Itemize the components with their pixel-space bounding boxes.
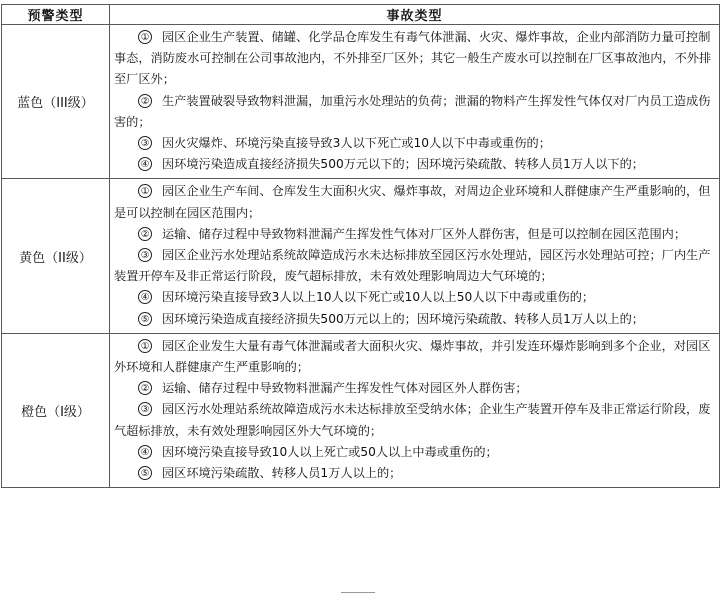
- list-item: [114, 442, 716, 463]
- item-text: 园区企业污水处理站系统故障造成污水未达标排放至园区污水处理站，园区污水处理站可控；厂内生产装置开停车及非正常运行阶段，废气超标排放，未有效处理影响周边大气环境的；: [114, 248, 711, 284]
- item-text: 园区污水处理站系统故障造成污水未达标排放至受纳水体；企业生产装置开停车及非正常运行阶段，废气超标排放，未有效处理影响园区外大气环境的；: [114, 402, 711, 438]
- list-item: [114, 309, 716, 330]
- item-number: ③: [138, 136, 152, 150]
- item-text: 生产装置破裂导致物料泄漏，加重污水处理站的负荷；泄漏的物料产生挥发性气体仅对厂内员工造成伤害的；: [114, 93, 711, 129]
- page-edge-mark: [341, 592, 375, 593]
- item-text: 因火灾爆炸、环境污染直接导致3人以下死亡或10人以下中毒或重伤的；: [162, 136, 551, 151]
- list-item: [114, 378, 716, 399]
- item-text: 园区企业生产车间、仓库发生大面积火灾、爆炸事故，对周边企业环境和人群健康产生严重影响的，但是可以控制在园区范围内；: [114, 184, 711, 220]
- item-number: ①: [138, 184, 152, 198]
- table-row-blue: [2, 25, 720, 179]
- item-number: ②: [138, 94, 152, 108]
- list-item: [114, 154, 716, 175]
- item-number: ④: [138, 445, 152, 459]
- item-number: ③: [138, 248, 152, 262]
- events-cell: [110, 25, 720, 179]
- item-number: ⑤: [138, 466, 152, 480]
- header-alert-type: 预警类型: [2, 5, 110, 25]
- item-text: 因环境污染直接导致10人以上死亡或50人以上中毒或重伤的；: [162, 444, 498, 459]
- item-number: ②: [138, 381, 152, 395]
- events-cell: [110, 333, 720, 487]
- item-number: ②: [138, 227, 152, 241]
- list-item: [114, 133, 716, 154]
- list-item: [114, 399, 716, 441]
- list-item: [114, 27, 716, 91]
- item-number: ③: [138, 402, 152, 416]
- list-item: [114, 463, 716, 484]
- item-text: 因环境污染造成直接经济损失500万元以上的；因环境污染疏散、转移人员1万人以上的；: [162, 311, 644, 326]
- item-text: 运输、储存过程中导致物料泄漏产生挥发性气体对厂区外人群伤害，但是可以控制在园区范围内；: [162, 226, 687, 241]
- item-number: ④: [138, 157, 152, 171]
- item-number: ④: [138, 290, 152, 304]
- list-item: [114, 181, 716, 223]
- list-item: [114, 224, 716, 245]
- level-cell: 橙色（I级）: [2, 333, 110, 487]
- item-number: ⑤: [138, 312, 152, 326]
- item-text: 园区环境污染疏散、转移人员1万人以上的；: [162, 466, 402, 481]
- table-row-orange: [2, 333, 720, 487]
- table-header-row: [2, 5, 720, 25]
- list-item: [114, 287, 716, 308]
- item-text: 运输、储存过程中导致物料泄漏产生挥发性气体对园区外人群伤害；: [162, 381, 528, 396]
- alert-level-table: [1, 4, 720, 488]
- level-cell: 蓝色（III级）: [2, 25, 110, 179]
- item-text: 园区企业生产装置、储罐、化学品仓库发生有毒气体泄漏、火灾、爆炸事故，企业内部消防力量可控制事态，消防废水可控制在公司事故池内，不外排至厂区外；其它一般生产废水可以控制在厂区事故池内，不外排至厂区外；: [114, 30, 712, 87]
- header-incident-type: 事故类型: [110, 5, 720, 25]
- item-text: 因环境污染直接导致3人以上10人以下死亡或10人以上50人以下中毒或重伤的；: [162, 290, 595, 305]
- item-number: ①: [138, 30, 152, 44]
- table-row-yellow: [2, 179, 720, 333]
- item-text: 因环境污染造成直接经济损失500万元以下的；因环境污染疏散、转移人员1万人以下的；: [162, 157, 644, 172]
- level-cell: 黄色（II级）: [2, 179, 110, 333]
- events-cell: [110, 179, 720, 333]
- list-item: [114, 336, 716, 378]
- list-item: [114, 91, 716, 133]
- list-item: [114, 245, 716, 287]
- item-number: ①: [138, 339, 152, 353]
- item-text: 园区企业发生大量有毒气体泄漏或者大面积火灾、爆炸事故，并引发连环爆炸影响到多个企业，对园区外环境和人群健康产生严重影响的；: [114, 338, 711, 375]
